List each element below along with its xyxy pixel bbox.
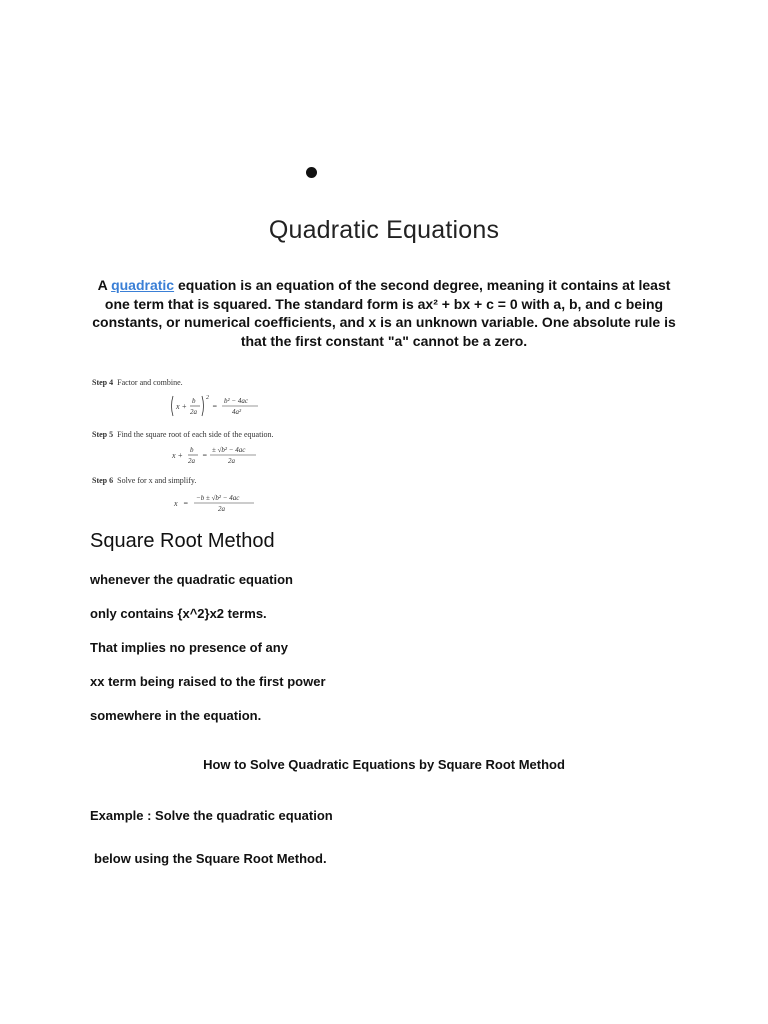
step-5-text: Find the square root of each side of the equation. bbox=[117, 430, 274, 439]
svg-text:b² − 4ac: b² − 4ac bbox=[224, 397, 248, 405]
svg-text:=: = bbox=[183, 499, 189, 508]
bullet-dot bbox=[306, 167, 317, 178]
intro-prefix: A bbox=[97, 277, 112, 293]
svg-text:x +: x + bbox=[176, 402, 187, 411]
step-6-label: Step 6 bbox=[92, 476, 114, 485]
svg-text:2a: 2a bbox=[190, 408, 197, 416]
body-line-4: xx term being raised to the first power bbox=[90, 674, 326, 689]
step-5-line bbox=[92, 430, 274, 439]
svg-text:4a²: 4a² bbox=[232, 408, 242, 416]
svg-text:x: x bbox=[174, 499, 178, 508]
subheading: How to Solve Quadratic Equations by Square Root Method bbox=[203, 757, 565, 772]
svg-text:−b ± √b² − 4ac: −b ± √b² − 4ac bbox=[196, 494, 240, 502]
step-4-line bbox=[92, 378, 183, 387]
step-5-equation bbox=[170, 442, 300, 470]
body-line-3: That implies no presence of any bbox=[90, 640, 288, 655]
svg-text:2: 2 bbox=[206, 395, 209, 401]
body-line-1: whenever the quadratic equation bbox=[90, 572, 293, 587]
svg-text:± √b² − 4ac: ± √b² − 4ac bbox=[212, 446, 246, 454]
intro-paragraph bbox=[84, 276, 684, 350]
step-6-text: Solve for x and simplify. bbox=[117, 476, 197, 485]
step-4-label: Step 4 bbox=[92, 378, 114, 387]
step-6-equation bbox=[170, 490, 300, 518]
example-line-1: Example : Solve the quadratic equation bbox=[90, 808, 333, 823]
step-5-label: Step 5 bbox=[92, 430, 114, 439]
svg-text:x +: x + bbox=[172, 451, 183, 460]
svg-text:=: = bbox=[212, 402, 218, 411]
step-4-text: Factor and combine. bbox=[117, 378, 183, 387]
svg-text:2a: 2a bbox=[218, 505, 225, 513]
body-line-2: only contains {x^2}x2 terms. bbox=[90, 606, 267, 621]
svg-text:=: = bbox=[202, 451, 208, 460]
svg-text:2a: 2a bbox=[228, 457, 235, 465]
section-heading: Square Root Method bbox=[90, 530, 275, 552]
svg-text:2a: 2a bbox=[188, 457, 195, 465]
page-title: Quadratic Equations bbox=[268, 216, 500, 244]
quadratic-link[interactable]: quadratic bbox=[111, 277, 175, 293]
intro-rest: equation is an equation of the second degree, meaning it contains at least one term that is squared. The standard form is ax² + bx + c = 0 with a, b, and c being constants, or numerical coefficients, and x is an unknown variable. One absolute rule is that the first constant "a" cannot be a zero. bbox=[92, 277, 676, 349]
svg-text:b: b bbox=[192, 397, 196, 405]
steps-image bbox=[92, 378, 412, 518]
svg-text:b: b bbox=[190, 446, 194, 454]
body-line-5: somewhere in the equation. bbox=[90, 708, 262, 723]
example-line-2: below using the Square Root Method. bbox=[94, 851, 327, 866]
step-4-equation bbox=[170, 392, 280, 422]
step-6-line bbox=[92, 476, 196, 485]
